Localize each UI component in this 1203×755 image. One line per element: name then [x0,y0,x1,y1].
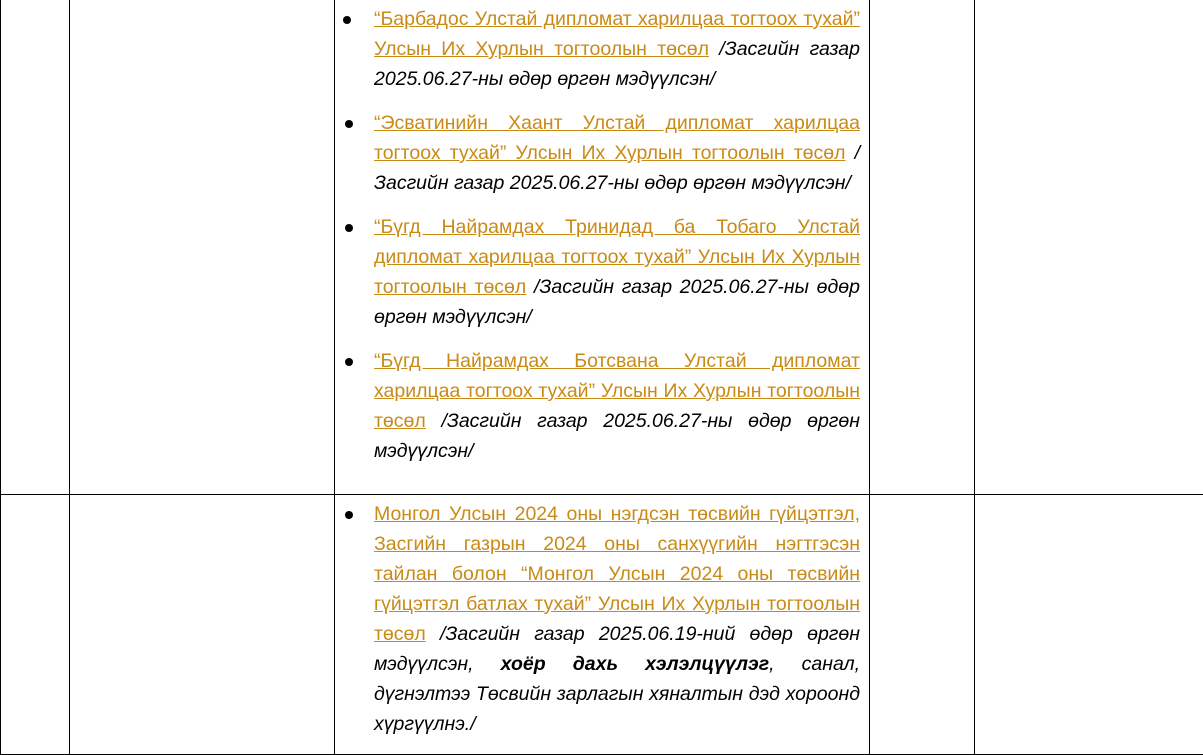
list-item [374,346,860,466]
bill-link[interactable]: “Эсватинийн Хаант Улстай дипломат харилцаа тогтоох тухай” Улсын Их Хурлын тогтоолын төсөл [374,112,860,164]
submission-note: /Засгийн газар 2025.06.19-ний өдөр өргөн мэдүүлсэн, [374,623,860,675]
bill-link[interactable]: “Бүгд Найрамдах Ботсвана Улстай дипломат харилцаа тогтоох тухай” Улсын Их Хурлын тогтоолын төсөл [374,350,860,432]
bill-link[interactable]: Монгол Улсын 2024 оны нэгдсэн төсвийн гүйцэтгэл, Засгийн газрын 2024 оны санхүүгийн нэгтгэсэн тайлан болон “Монгол Улсын 2024 оны төсвийн гүйцэтгэл батлах тухай” Улсын Их Хурлын тогтоолын төсөл [374,503,860,645]
bill-link[interactable]: “Барбадос Улстай дипломат харилцаа тогтоох тухай” Улсын Их Хурлын тогтоолын төсөл [374,8,860,60]
cell-number [1,494,70,754]
cell-title [70,0,335,494]
submission-note: /Засгийн газар 2025.06.27-ны өдөр өргөн мэдүүлсэн/ [374,38,860,90]
submission-note: /Засгийн газар 2025.06.27-ны өдөр өргөн мэдүүлсэн/ [374,410,860,462]
cell-empty [870,0,975,494]
list-item [374,4,860,94]
cell-empty [975,0,1203,494]
table-row [1,0,1203,494]
cell-empty [975,494,1203,754]
item-list [335,495,869,739]
cell-empty [870,494,975,754]
submission-note: /Засгийн газар 2025.06.27-ны өдөр өргөн мэдүүлсэн/ [374,276,860,328]
cell-number [1,0,70,494]
list-item [374,212,860,332]
cell-title [70,494,335,754]
submission-note: /Засгийн газар 2025.06.27-ны өдөр өргөн мэдүүлсэн/ [374,142,860,194]
item-list [335,0,869,466]
table-row [1,494,1203,754]
list-item [374,499,860,739]
list-item [374,108,860,198]
reading-stage: хоёр дахь хэлэлцүүлэг [501,653,770,675]
bill-link[interactable]: “Бүгд Найрамдах Тринидад ба Тобаго Улстай дипломат харилцаа тогтоох тухай” Улсын Их Хурлын тогтоолын төсөл [374,216,860,298]
cell-items [335,494,870,754]
submission-note-tail: , санал, дүгнэлтээ Төсвийн зарлагын хяналтын дэд хороонд хүргүүлнэ./ [374,653,860,735]
cell-items [335,0,870,494]
